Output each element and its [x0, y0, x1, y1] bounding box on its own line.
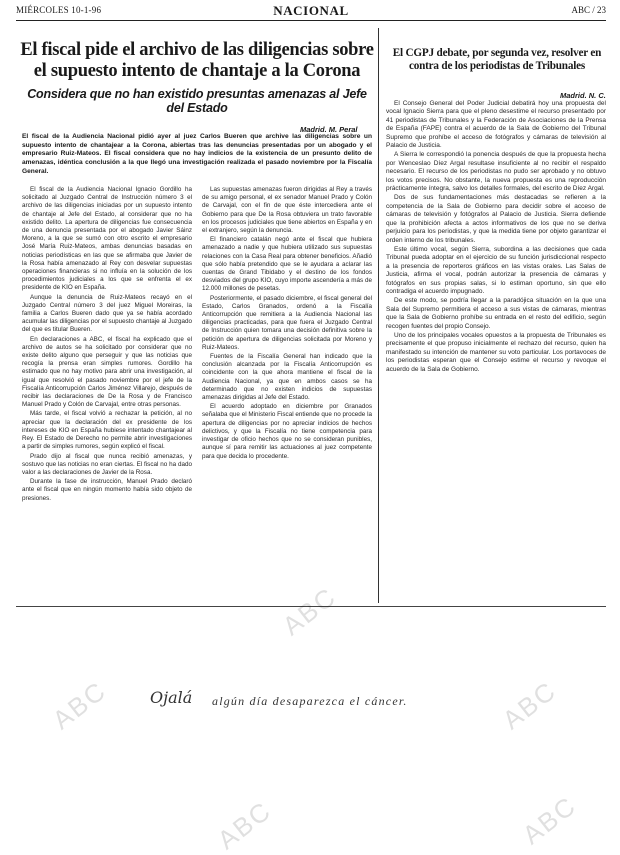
body-paragraph: A Sierra le correspondió la ponencia después de que la propuesta hecha por Wenceslao Díez Argal resultase insuficiente al no recibir el respaldo necesario. El recurso de los periodistas no pudo ser aprobado y no obtuvo los votos precisos. No obstante, la nueva propuesta es una reproducción prácticamente íntegra, salvo los detalles formales, del escrito de Díez Argal. — [386, 151, 606, 193]
body-paragraph: Durante la fase de instrucción, Manuel Prado declaró ante el fiscal que en ningún momento había sido objeto de presiones. — [22, 478, 192, 502]
body-paragraph: Fuentes de la Fiscalía General han indicado que la conclusión alcanzada por la Fiscalía Anticorrupción es coincidente con la que ahora mantiene el fiscal de la Audiencia Nacional, ya que en ambos casos se ha determinado que no existen indicios de supuestas amenazas dirigidas al Jefe del Estado. — [202, 353, 372, 402]
body-paragraph: De este modo, se podría llegar a la paradójica situación en la que una Sala del Supremo permitiera el acceso a sus vistas de cámaras, mientras que la Sala de Gobierno prohíbe su entrada en el resto del edificio, según recogen fuentes del propio Consejo. — [386, 297, 606, 330]
side-byline: Madrid. N. C. — [560, 91, 606, 100]
ad-slogan: algún día desaparezca el cáncer. — [212, 694, 408, 708]
main-byline: Madrid. M. Peral — [300, 125, 358, 134]
body-paragraph: El Consejo General del Poder Judicial debatirá hoy una propuesta del vocal Ignacio Sierra para que el pleno desestime el recurso presentado por 41 periodistas de Tribunales y la Federación de Asociaciones de la Prensa de España (FAPE) contra el acuerdo de la Sala de Gobierno del Tribunal Supremo que prohíbe el acceso de fotógrafos y cámaras de televisión al Palacio de Justicia. — [386, 100, 606, 150]
side-headline: El CGPJ debate, por segunda vez, resolver en contra de los periodistas de Tribunales — [392, 47, 602, 72]
main-subheadline: Considera que no han existido presuntas amenazas al Jefe del Estado — [27, 87, 367, 115]
body-paragraph: Más tarde, el fiscal volvió a rechazar la petición, al no apreciar que la declaración del ex presidente de los intereses de KIO en España hubiese intentado chantajear al Rey. El Estado de Derecho no permite abrir investigaciones a partir de simples rumores, según explicó el fiscal. — [22, 410, 192, 451]
body-paragraph: Posteriormente, el pasado diciembre, el fiscal general del Estado, Carlos Granados, ordenó a la Fiscalía Anticorrupción que remitiera a la Audiencia Nacional las diligencias practicadas, para que fuera el Juzgado Central de Instrucción quien tomara una decisión definitiva sobre la petición de apertura de diligencias solicitada por Moreno y Ruiz-Mateos. — [202, 294, 372, 351]
body-paragraph: Dos de sus fundamentaciones más destacadas se refieren a la competencia de la Sala de Gobierno para decidir sobre el acceso de cámaras de televisión y fotógrafos al Palacio de Justicia. Sierra defiende que la prohibición afecta a actos informativos de los que no se deriva perjuicio para los periodistas, y que la medida tiene por objeto garantizar el orden interno de los tribunales. — [386, 194, 606, 244]
main-column-1 — [22, 186, 192, 592]
main-headline: El fiscal pide el archivo de las diligencias sobre el supuesto intento de chantaje a la Corona — [20, 40, 374, 81]
header-date: MIÉRCOLES 10-1-96 — [16, 5, 102, 15]
page-number: ABC / 23 — [571, 5, 606, 15]
body-paragraph: Las supuestas amenazas fueron dirigidas al Rey a través de su amigo personal, el ex senador Manuel Prado y Colón de Carvajal, con el fin de que éste intercediera ante el Gobierno para que De la Rosa obtuviera un trato favorable en los procesos judiciales que tiene abiertos en España y en el extranjero, según la denuncia. — [202, 186, 372, 235]
page-header — [16, 5, 606, 19]
side-column — [386, 100, 606, 600]
body-paragraph: El financiero catalán negó ante el fiscal que hubiera amenazado a nadie y que hubiera utilizado sus supuestas relaciones con la Casa Real para obtener beneficios. Añadió que sólo había pretendido que se le ayudara a aclarar las cuentas de Grand Tibidabo y el destino de los fondos desviados del grupo KIO, cuyo importe ascendería a más de 12.000 millones de pesetas. — [202, 236, 372, 293]
ad-script-word: Ojalá — [150, 688, 193, 707]
watermark: ABC — [516, 789, 583, 851]
body-paragraph: Uno de los principales vocales opuestos a la propuesta de Tribunales es precisamente el que propuso inicialmente el rechazo del recurso, quien ha manifestado su intención de mantener su voto particular. Los portavoces de los periodistas esperan que el Consejo estime el recurso y revoque el acuerdo de la Sala de Gobierno. — [386, 331, 606, 373]
body-paragraph: Prado dijo al fiscal que nunca recibió amenazas, y sostuvo que las noticias no eran ciertas. El fiscal no ha dado valor a las declaraciones de Javier de la Rosa. — [22, 452, 192, 476]
column-divider — [378, 28, 379, 603]
watermark: ABC — [276, 580, 343, 642]
body-paragraph: El fiscal de la Audiencia Nacional Ignacio Gordillo ha solicitado al Juzgado Central de Instrucción número 3 el archivo de las diligencias iniciadas por un supuesto intento de chantaje al Jefe del Estado, al considerar que no ha existido delito. La apertura de diligencias fue consecuencia de una denuncia presentada por el abogado Javier Sáinz Moreno, a la que se sumó con otro escrito el empresario José María Ruiz-Mateos, ambas denuncias basadas en noticias periodísticas en las que se afirmaba que Javier de la Rosa había amenazado al Rey con desvelar supuestas operaciones financieras si no influía en la solución de los procedimientos judiciales a los que se enfrenta el ex presidente de KIO en España. — [22, 186, 192, 292]
main-lead-paragraph: El fiscal de la Audiencia Nacional pidió ayer al juez Carlos Bueren que archive las diligencias sobre un supuesto intento de chantajear a la Corona, abiertas tras las denuncias presentadas por un abogado y el empresario Ruiz-Mateos. El fiscal considera que no hay indicios de la existencia de un presunto delito de amenazas, idéntica conclusión a la que llegó una investigación realizada el pasado noviembre por la Fiscalía General. — [22, 133, 372, 175]
watermark: ABC — [211, 794, 278, 855]
main-column-2 — [202, 186, 372, 592]
body-paragraph: Este último vocal, según Sierra, subordina a las decisiones que cada Tribunal pueda adoptar en el ejercicio de su función jurisdiccional respecto a la presencia de reporteros gráficos en las vistas orales. Las Salas de Justicia, afirma el vocal, podrán autorizar la presencia de cámaras y fotógrafos en sus propias salas, si lo estiman oportuno, sin que ello contradiga el acuerdo impugnado. — [386, 245, 606, 295]
body-paragraph: En declaraciones a ABC, el fiscal ha explicado que el archivo de autos se ha solicitado por considerar que no existe delito alguno que perseguir y que las noticias que recogía la prensa eran simples rumores. Gordillo ha estimado que no hay motivo para abrir una investigación, al igual que resolvió el pasado noviembre por el jefe de la Fiscalía Anticorrupción Carlos Jiménez Villarejo, después de recibir las declaraciones de De la Rosa y de Francisco Manuel Prado y Colón de Carvajal, entre otras personas. — [22, 335, 192, 409]
watermark: ABC — [496, 674, 563, 736]
body-paragraph: Aunque la denuncia de Ruiz-Mateos recayó en el Juzgado Central número 3 del juez Miguel Moreiras, la familia a Carlos Bueren dado que ya se había acordado acumular las diligencias por el supuesto chantaje al Juzgado del que es titular Bueren. — [22, 293, 192, 334]
body-paragraph: El acuerdo adoptado en diciembre por Granados señalaba que el Ministerio Fiscal entiende que no procede la apertura de diligencias por no apreciar indicios de hechos delictivos, y que la Fiscalía no tiene competencia para investigar de oficio hechos que no se consideran punibles, aunque sí para remitir las actuaciones al juez competente para que decida lo procedente. — [202, 403, 372, 460]
watermark: ABC — [46, 674, 113, 736]
section-title: NACIONAL — [273, 3, 349, 18]
header-rule — [16, 20, 606, 21]
